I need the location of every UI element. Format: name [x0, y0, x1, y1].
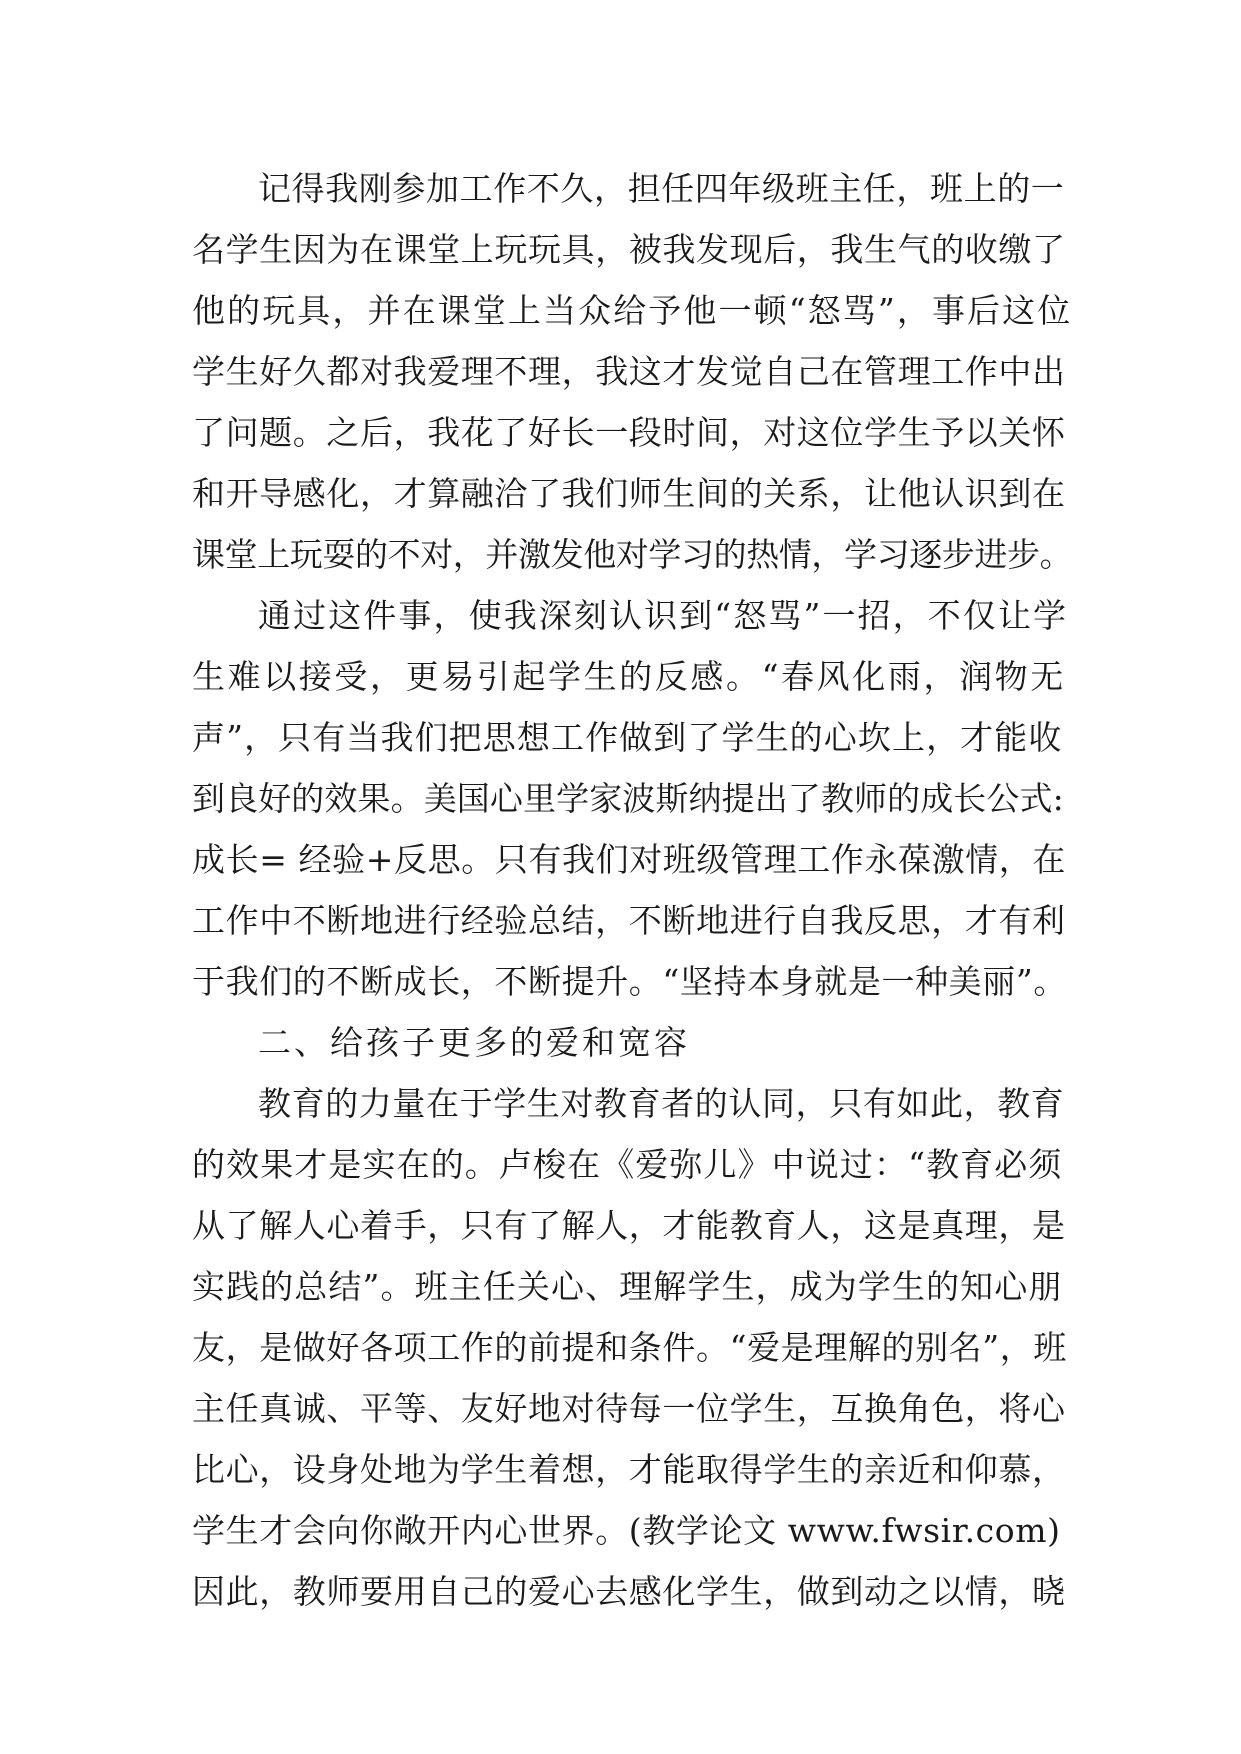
text-line: 名学生因为在课堂上玩玩具，被我发现后，我生气的收缴了 — [192, 230, 1066, 269]
text-line: 从了解人心着手，只有了解人，才能教育人，这是真理，是 — [192, 1206, 1066, 1245]
text-line: 和开导感化，才算融洽了我们师生间的关系，让他认识到在 — [192, 474, 1066, 513]
text-line: 主任真诚、平等、友好地对待每一位学生，互换角色，将心 — [192, 1389, 1066, 1428]
text-line: 声”，只有当我们把思想工作做到了学生的心坎上，才能收 — [192, 718, 1063, 757]
text-line: 的效果才是实在的。卢梭在《爱弥儿》中说过：“教育必须 — [192, 1145, 1063, 1184]
text-line: 教育的力量在于学生对教育者的认同，只有如此，教育 — [258, 1084, 1065, 1123]
text-line: 到良好的效果。美国心里学家波斯纳提出了教师的成长公式: — [192, 779, 1064, 818]
text-line: 工作中不断地进行经验总结，不断地进行自我反思，才有利 — [192, 901, 1066, 940]
text-line: 他的玩具，并在课堂上当众给予他一顿“怒骂”，事后这位 — [192, 291, 1073, 330]
text-line: 成长= 经验+反思。只有我们对班级管理工作永葆激情，在 — [192, 840, 1066, 879]
text-line: 了问题。之后，我花了好长一段时间，对这位学生予以关怀 — [192, 413, 1066, 452]
text-line: 友，是做好各项工作的前提和条件。“爱是理解的别名”，班 — [192, 1328, 1067, 1367]
body-text — [192, 158, 1072, 1622]
section-heading: 二、给孩子更多的爱和宽容 — [258, 1023, 690, 1062]
text-line: 生难以接受，更易引起学生的反感。“春风化雨，润物无 — [192, 657, 1066, 696]
text-line: 学生才会向你敞开内心世界。(教学论文 www.fwsir.com) — [192, 1511, 1061, 1550]
text-line: 因此，教师要用自己的爱心去感化学生，做到动之以情，晓 — [192, 1572, 1066, 1611]
text-line: 记得我刚参加工作不久，担任四年级班主任，班上的一 — [258, 169, 1065, 208]
text-line: 实践的总结”。班主任关心、理解学生，成为学生的知心朋 — [192, 1267, 1063, 1306]
text-line: 比心，设身处地为学生着想，才能取得学生的亲近和仰慕， — [192, 1450, 1066, 1489]
text-line: 通过这件事，使我深刻认识到“怒骂”一招，不仅让学 — [258, 596, 1069, 635]
text-line: 学生好久都对我爱理不理，我这才发觉自己在管理工作中出 — [192, 352, 1066, 391]
text-line: 于我们的不断成长，不断提升。“坚持本身就是一种美丽”。 — [192, 962, 1067, 1001]
text-line: 课堂上玩耍的不对，并激发他对学习的热情，学习逐步进步。 — [192, 535, 1073, 574]
